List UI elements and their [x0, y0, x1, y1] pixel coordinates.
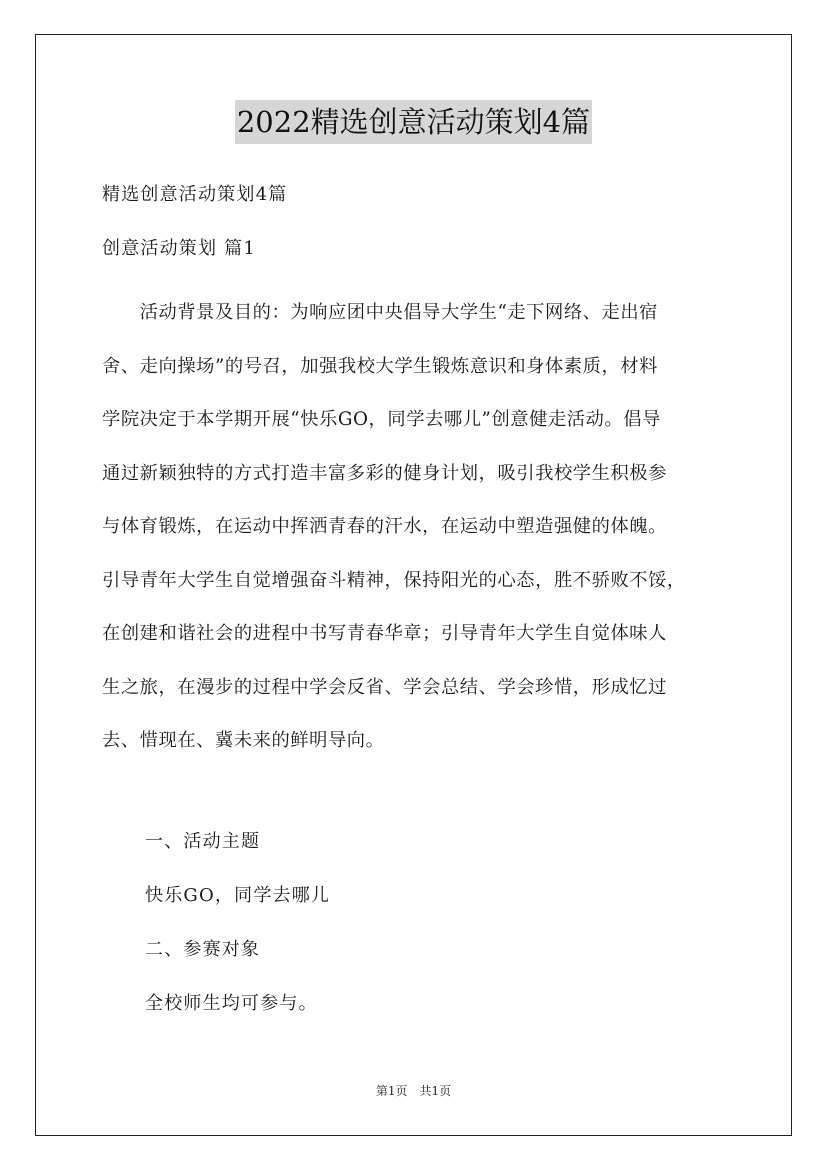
paragraph-line: 去、惜现在、冀未来的鲜明导向。	[102, 730, 385, 751]
section-heading: 创意活动策划 篇1	[102, 238, 256, 259]
paragraph-line: 生之旅，在漫步的过程中学会反省、学会总结、学会珍惜，形成忆过	[102, 676, 667, 698]
background-paragraph	[102, 286, 742, 768]
document-title: 2022精选创意活动策划4篇	[235, 100, 592, 144]
item-activity-theme-heading: 一、活动主题	[145, 831, 261, 852]
paragraph-line: 活动背景及目的：为响应团中央倡导大学生“走下网络、走出宿	[102, 302, 659, 323]
paragraph-line: 学院决定于本学期开展“快乐GO，同学去哪儿”创意健走活动。倡导	[102, 409, 661, 430]
paragraph-line: 引导青年大学生自觉增强奋斗精神，保持阳光的心态，胜不骄败不馁，	[102, 569, 686, 591]
item-participants-heading: 二、参赛对象	[145, 939, 261, 960]
item-participants: 全校师生均可参与。	[145, 993, 318, 1014]
paragraph-line: 通过新颖独特的方式打造丰富多彩的健身计划，吸引我校学生积极参	[102, 462, 667, 484]
page-footer: 第1页 共1页	[375, 1084, 452, 1098]
item-activity-theme: 快乐GO，同学去哪儿	[145, 885, 331, 906]
document-subtitle: 精选创意活动策划4篇	[102, 184, 288, 205]
title-container	[0, 100, 827, 144]
paragraph-line: 与体育锻炼，在运动中挥洒青春的汗水，在运动中塑造强健的体魄。	[102, 516, 667, 537]
paragraph-line: 在创建和谐社会的进程中书写青春华章；引导青年大学生自觉体味人	[102, 623, 667, 644]
paragraph-line: 舍、走向操场”的号召，加强我校大学生锻炼意识和身体素质，材料	[102, 355, 659, 377]
